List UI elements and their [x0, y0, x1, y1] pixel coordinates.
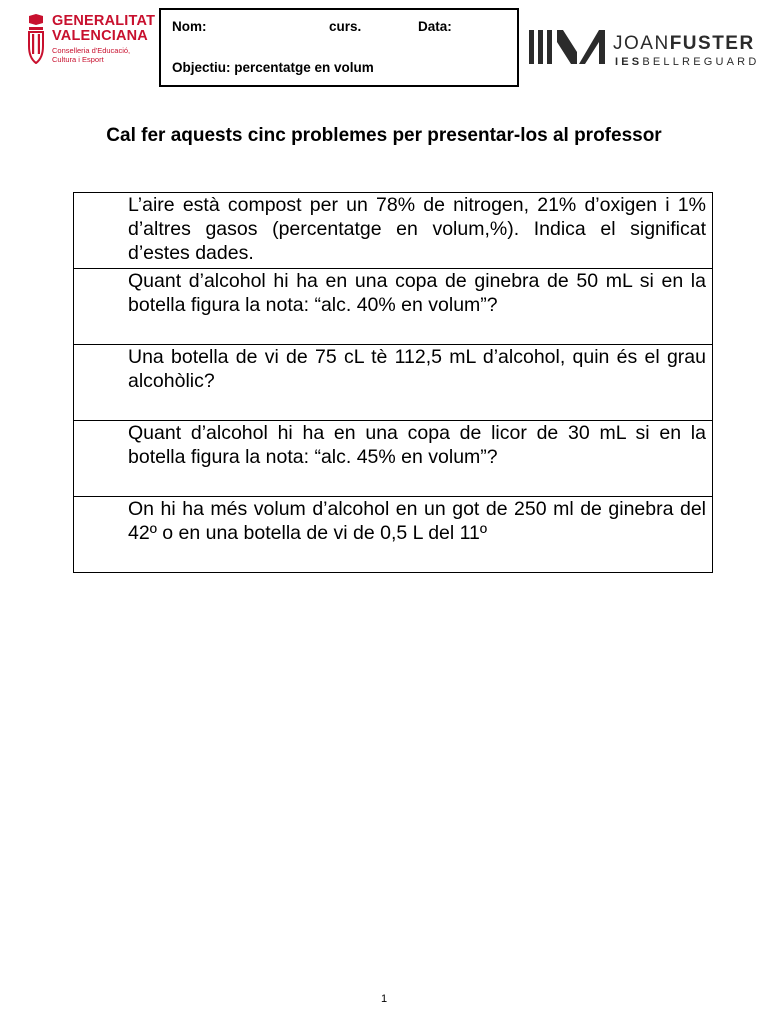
conselleria-line2: Cultura i Esport: [52, 54, 104, 64]
objectiu-label: Objectiu: percentatge en volum: [172, 60, 374, 75]
student-info-box: [159, 8, 519, 87]
data-label: Data:: [418, 19, 452, 34]
school-sub-ies: IES: [615, 56, 643, 68]
problem-row: [74, 193, 713, 269]
problem-row: [74, 421, 713, 497]
generalitat-line1: GENERALITAT: [52, 13, 156, 29]
problem-row: [74, 497, 713, 573]
page-title: Cal fer aquests cinc problemes per presentar-los al professor: [106, 125, 662, 146]
problem-row: [74, 345, 713, 421]
generalitat-emblem-icon: [26, 14, 46, 64]
problem-2: Quant d’alcohol hi ha en una copa de ginebra de 50 mL si en la botella figura la nota: “alc. 40% en volum”?: [74, 269, 713, 345]
school-subtitle: [615, 56, 759, 68]
conselleria-line1: Conselleria d'Educació,: [52, 46, 131, 55]
problem-1: L’aire està compost per un 78% de nitrogen, 21% d’oxigen i 1% d’altres gasos (percentatge en volum,%). Indica el significat d’estes dades.: [74, 193, 713, 269]
page-number: 1: [380, 993, 388, 1005]
problem-4: Quant d’alcohol hi ha en una copa de licor de 30 mL si en la botella figura la nota: “alc. 45% en volum”?: [74, 421, 713, 497]
problem-5: On hi ha més volum d’alcohol en un got de 250 ml de ginebra del 42º o en una botella de vi de 0,5 L del 11º: [74, 497, 713, 573]
nom-label: Nom:: [172, 19, 207, 34]
school-name-last: FUSTER: [669, 33, 755, 54]
problems-table: [73, 192, 713, 573]
school-logo: [527, 26, 760, 72]
problem-row: [74, 269, 713, 345]
school-name-first: JOAN: [613, 33, 670, 54]
problem-3: Una botella de vi de 75 cL tè 112,5 mL d’alcohol, quin és el grau alcohòlic?: [74, 345, 713, 421]
school-name: [613, 34, 755, 54]
school-emblem-icon: [527, 26, 607, 68]
generalitat-logo: [26, 14, 156, 70]
curs-label: curs.: [329, 19, 362, 34]
generalitat-line2: VALENCIANA: [52, 28, 148, 44]
school-sub-town: BELLREGUARD: [642, 56, 760, 68]
